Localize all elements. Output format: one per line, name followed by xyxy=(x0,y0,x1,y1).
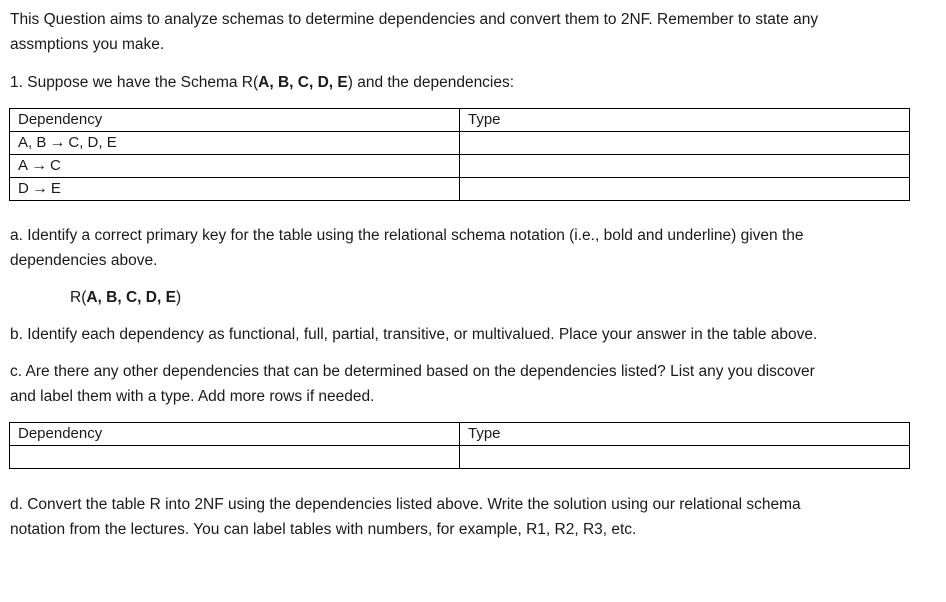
header-type: Type xyxy=(460,109,910,132)
schema-attributes: A, B, C, D, E xyxy=(86,289,176,306)
header-type: Type xyxy=(460,423,910,446)
schema-notation xyxy=(70,285,181,310)
question-d xyxy=(10,492,801,542)
dependency-cell[interactable] xyxy=(10,132,460,155)
dependency-table-1 xyxy=(9,108,910,201)
dependency-cell[interactable] xyxy=(10,178,460,201)
table-row xyxy=(10,178,910,201)
dependency-cell[interactable] xyxy=(10,446,460,469)
dependency-table-2 xyxy=(9,422,910,469)
dependency-lhs: A xyxy=(18,157,29,174)
header-dependency: Dependency xyxy=(10,109,460,132)
intro-line-2: assmptions you make. xyxy=(10,36,165,53)
dependency-rhs: C, D, E xyxy=(68,134,117,151)
dependency-rhs: E xyxy=(50,180,61,197)
question-b xyxy=(10,322,817,347)
question-c xyxy=(10,359,815,409)
question-1-prefix: 1. Suppose we have the Schema R( xyxy=(10,74,259,91)
question-b-line-1: b. Identify each dependency as functional, full, partial, transitive, or multivalued. Place your answer in the table above. xyxy=(10,326,818,343)
question-a-line-1: a. Identify a correct primary key for the table using the relational schema notation (i.e., bold and underline) given the xyxy=(10,227,804,244)
dependency-lhs: D xyxy=(18,180,29,197)
right-arrow-icon: → xyxy=(31,180,48,197)
question-c-line-2: and label them with a type. Add more rows if needed. xyxy=(10,388,375,405)
dependency-rhs: C xyxy=(50,157,61,174)
table-row xyxy=(10,155,910,178)
table-row xyxy=(10,132,910,155)
table-header-row xyxy=(10,109,910,132)
right-arrow-icon: → xyxy=(49,134,66,151)
dependency-cell[interactable] xyxy=(10,155,460,178)
question-d-line-1: d. Convert the table R into 2NF using the dependencies listed above. Write the solution using our relational schema xyxy=(10,496,801,513)
table-row xyxy=(10,446,910,469)
intro-paragraph xyxy=(10,7,818,57)
header-dependency: Dependency xyxy=(10,423,460,446)
question-a xyxy=(10,223,804,273)
question-1-suffix: ) and the dependencies: xyxy=(347,74,515,91)
question-a-line-2: dependencies above. xyxy=(10,252,158,269)
schema-prefix: R( xyxy=(70,289,87,306)
question-1 xyxy=(10,70,514,95)
type-cell[interactable] xyxy=(460,155,910,178)
type-cell[interactable] xyxy=(460,446,910,469)
right-arrow-icon: → xyxy=(31,157,48,174)
dependency-lhs: A, B xyxy=(18,134,47,151)
type-cell[interactable] xyxy=(460,132,910,155)
question-c-line-1: c. Are there any other dependencies that can be determined based on the dependencies listed? List any you discover xyxy=(10,363,815,380)
schema-suffix: ) xyxy=(175,289,182,306)
table-header-row xyxy=(10,423,910,446)
question-d-line-2: notation from the lectures. You can label tables with numbers, for example, R1, R2, R3, etc. xyxy=(10,521,637,538)
type-cell[interactable] xyxy=(460,178,910,201)
intro-line-1: This Question aims to analyze schemas to determine dependencies and convert them to 2NF. Remember to state any xyxy=(10,11,819,28)
question-1-attributes: A, B, C, D, E xyxy=(258,74,348,91)
